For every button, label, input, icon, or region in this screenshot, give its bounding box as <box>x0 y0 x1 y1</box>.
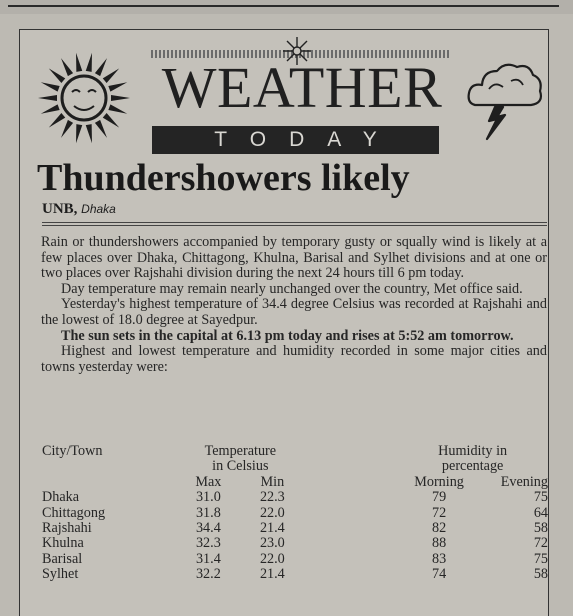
table-cell-evening: 75 <box>533 550 548 567</box>
table-row <box>42 536 548 551</box>
headline: Thundershowers likely <box>37 157 410 199</box>
paragraph: Day temperature may remain nearly unchanged over the country, Met office said. <box>61 280 523 297</box>
table-cell-max: 34.4 <box>195 520 221 537</box>
paragraph: Yesterday's highest temperature of 34.4 degree Celsius was recorded at Rajshahi and the lowest of 18.0 degree at Sayedpur. <box>41 296 547 328</box>
table-cell-morning: 82 <box>431 520 447 537</box>
table-cell-min: 21.4 <box>259 566 285 583</box>
table-cell-min: 23.0 <box>259 535 285 552</box>
paragraph: The sun sets in the capital at 6.13 pm today and rises at 5:52 am tomorrow. <box>61 327 514 344</box>
table-row <box>42 490 548 505</box>
table-cell-city: Sylhet <box>42 566 79 583</box>
table-cell-max: 32.3 <box>195 535 221 552</box>
weather-box <box>19 29 549 616</box>
table-header-temperature: Temperature <box>204 443 277 459</box>
byline-dateline: Dhaka <box>81 202 116 216</box>
paragraph: Highest and lowest temperature and humidity recorded in some major cities and towns yesterday were: <box>41 343 547 375</box>
table-header-humidity-unit: percentage <box>441 458 504 475</box>
table-cell-max: 31.4 <box>195 550 221 567</box>
table-cell-evening: 64 <box>533 504 548 521</box>
divider <box>42 222 547 223</box>
byline-agency: UNB, <box>42 201 78 217</box>
table-col-evening: Evening <box>500 473 548 490</box>
brand-subtitle: TODAY <box>152 126 439 154</box>
table-cell-city: Barisal <box>42 550 83 567</box>
table-header-humidity: Humidity in <box>438 443 508 459</box>
paragraph: Rain or thundershowers accompanied by temporary gusty or squally wind is likely at a few places over Dhaka, Chittagong, Khulna, Barisal and Sylhet divisions and at one or two places over Rajshahi division during the next 24 hours till 6 pm today. <box>41 234 547 282</box>
masthead <box>20 30 548 160</box>
table-cell-city: Chittagong <box>42 504 106 521</box>
table-cell-min: 22.0 <box>259 550 285 567</box>
table-cell-min: 22.0 <box>259 504 285 521</box>
table-row <box>42 506 548 521</box>
article-body <box>41 235 547 375</box>
table-cell-max: 31.0 <box>195 489 221 506</box>
table-cell-morning: 83 <box>431 550 447 567</box>
table-cell-city: Rajshahi <box>42 520 92 537</box>
table-cell-city: Khulna <box>42 535 84 552</box>
top-border <box>0 0 573 14</box>
table-cell-morning: 72 <box>431 504 447 521</box>
table-row <box>42 552 548 567</box>
table-cell-min: 22.3 <box>259 489 285 506</box>
table-cell-city: Dhaka <box>42 489 80 506</box>
table-col-morning: Morning <box>414 473 464 490</box>
table-row <box>42 521 548 536</box>
sun-icon <box>34 48 134 148</box>
table-cell-max: 32.2 <box>195 566 221 583</box>
table-col-min: Min <box>260 473 285 490</box>
table-cell-max: 31.8 <box>195 504 221 521</box>
table-cell-evening: 72 <box>533 535 548 552</box>
brand-title: WEATHER <box>161 55 443 120</box>
table-cell-evening: 58 <box>533 566 548 583</box>
divider <box>42 225 547 226</box>
table-header-city: City/Town <box>42 443 103 459</box>
table-row <box>42 567 548 582</box>
table-cell-evening: 75 <box>533 489 548 506</box>
table-cell-morning: 79 <box>431 489 447 506</box>
table-cell-morning: 74 <box>431 566 447 583</box>
table-cell-morning: 88 <box>431 535 447 552</box>
table-cell-evening: 58 <box>533 520 548 537</box>
weather-table <box>42 444 548 583</box>
storm-cloud-icon <box>465 55 545 145</box>
table-header-temperature-unit: in Celsius <box>212 458 269 475</box>
byline <box>42 201 116 218</box>
table-col-max: Max <box>195 473 222 490</box>
table-cell-min: 21.4 <box>259 520 285 537</box>
